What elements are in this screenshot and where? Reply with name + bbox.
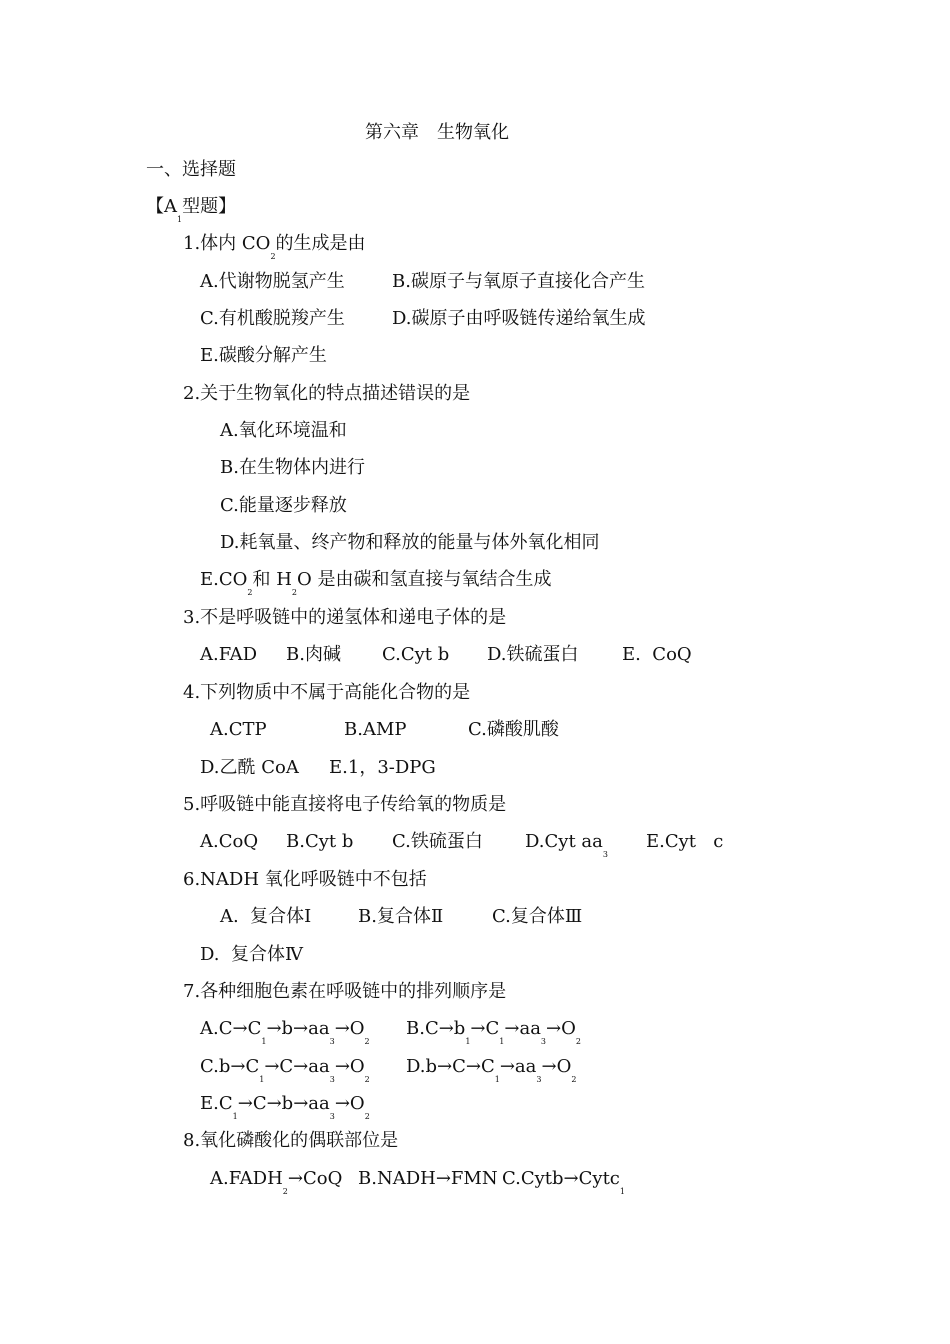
q1-option-a: A.代谢物脱氢产生 (200, 271, 345, 292)
q3-option-a: A.FAD (200, 644, 258, 665)
question-8-stem: 8.氧化磷酸化的偶联部位是 (183, 1130, 399, 1151)
q4-option-e: E.1，3-DPG (329, 757, 436, 778)
q5-option-d: D.Cyt $aa_3$ (525, 831, 608, 859)
q2-option-e: $E.CO_2$和 $H_2O$ 是由碳和氢直接与氧结合生成 (200, 569, 552, 597)
q8-option-c: C.Cytb→Cytc$_1$ (502, 1168, 625, 1196)
q1-option-e: E.碳酸分解产生 (200, 345, 327, 366)
q3-option-e: E. CoQ (622, 644, 692, 665)
q6-option-d: D. 复合体Ⅳ (200, 944, 303, 965)
question-1-stem: 1.体内 $CO_2$的生成是由 (183, 233, 366, 261)
question-5-stem: 5.呼吸链中能直接将电子传给氧的物质是 (183, 794, 507, 815)
q1-option-d: D.碳原子由呼吸链传递给氧生成 (392, 308, 646, 329)
q7-option-b: $B.C\to b_1\to C_1\to aa_3\to O_2$ (406, 1018, 581, 1046)
q2-option-c: C.能量逐步释放 (220, 495, 347, 516)
q2-option-d: D.耗氧量、终产物和释放的能量与体外氧化相同 (220, 532, 600, 553)
q5-option-c: C.铁硫蛋白 (392, 831, 483, 852)
q4-option-a: A.CTP (210, 719, 267, 740)
question-type-label: 【$A_1$型题】 (146, 196, 237, 224)
q8-option-a: $A.FADH_2\to CoQ$ (210, 1168, 343, 1196)
question-2-stem: 2.关于生物氧化的特点描述错误的是 (183, 383, 471, 404)
q8-option-b: B.NADH→FMN (358, 1168, 498, 1189)
q1-option-c: C.有机酸脱羧产生 (200, 308, 345, 329)
question-7-stem: 7.各种细胞色素在呼吸链中的排列顺序是 (183, 981, 507, 1002)
q6-option-a: A. 复合体Ⅰ (220, 906, 312, 927)
q5-option-e: E.Cyt c (646, 831, 724, 852)
q5-option-b: B.Cyt b (286, 831, 354, 852)
question-4-stem: 4.下列物质中不属于高能化合物的是 (183, 682, 471, 703)
q1-option-b: B.碳原子与氧原子直接化合产生 (392, 271, 645, 292)
q5-option-a: A.CoQ (200, 831, 259, 852)
q7-option-e: $E.C_1\to C\to b\to aa_3\to O_2$ (200, 1093, 370, 1121)
q6-option-b: B.复合体Ⅱ (358, 906, 444, 927)
q3-option-b: B.肉碱 (286, 644, 341, 665)
q2-option-a: A.氧化环境温和 (220, 420, 347, 441)
q4-option-d: D.乙酰 CoA (200, 757, 299, 778)
chapter-title: 第六章 生物氧化 (365, 122, 509, 143)
q3-option-c: C.Cyt b (382, 644, 450, 665)
q7-option-c: $C.b\to C_1\to C\to aa_3\to O_2$ (200, 1056, 370, 1084)
question-6-stem: 6.NADH 氧化呼吸链中不包括 (183, 869, 427, 890)
q2-option-b: B.在生物体内进行 (220, 457, 365, 478)
q7-option-d: $D.b\to C\to C_1\to aa_3\to O_2$ (406, 1056, 577, 1084)
q4-option-b: B.AMP (344, 719, 407, 740)
question-3-stem: 3.不是呼吸链中的递氢体和递电子体的是 (183, 607, 507, 628)
q6-option-c: C.复合体Ⅲ (492, 906, 583, 927)
q7-option-a: $A.C\to C_1\to b\to aa_3\to O_2$ (200, 1018, 370, 1046)
q4-option-c: C.磷酸肌酸 (468, 719, 559, 740)
q3-option-d: D.铁硫蛋白 (487, 644, 579, 665)
section-heading: 一、选择题 (146, 159, 236, 180)
